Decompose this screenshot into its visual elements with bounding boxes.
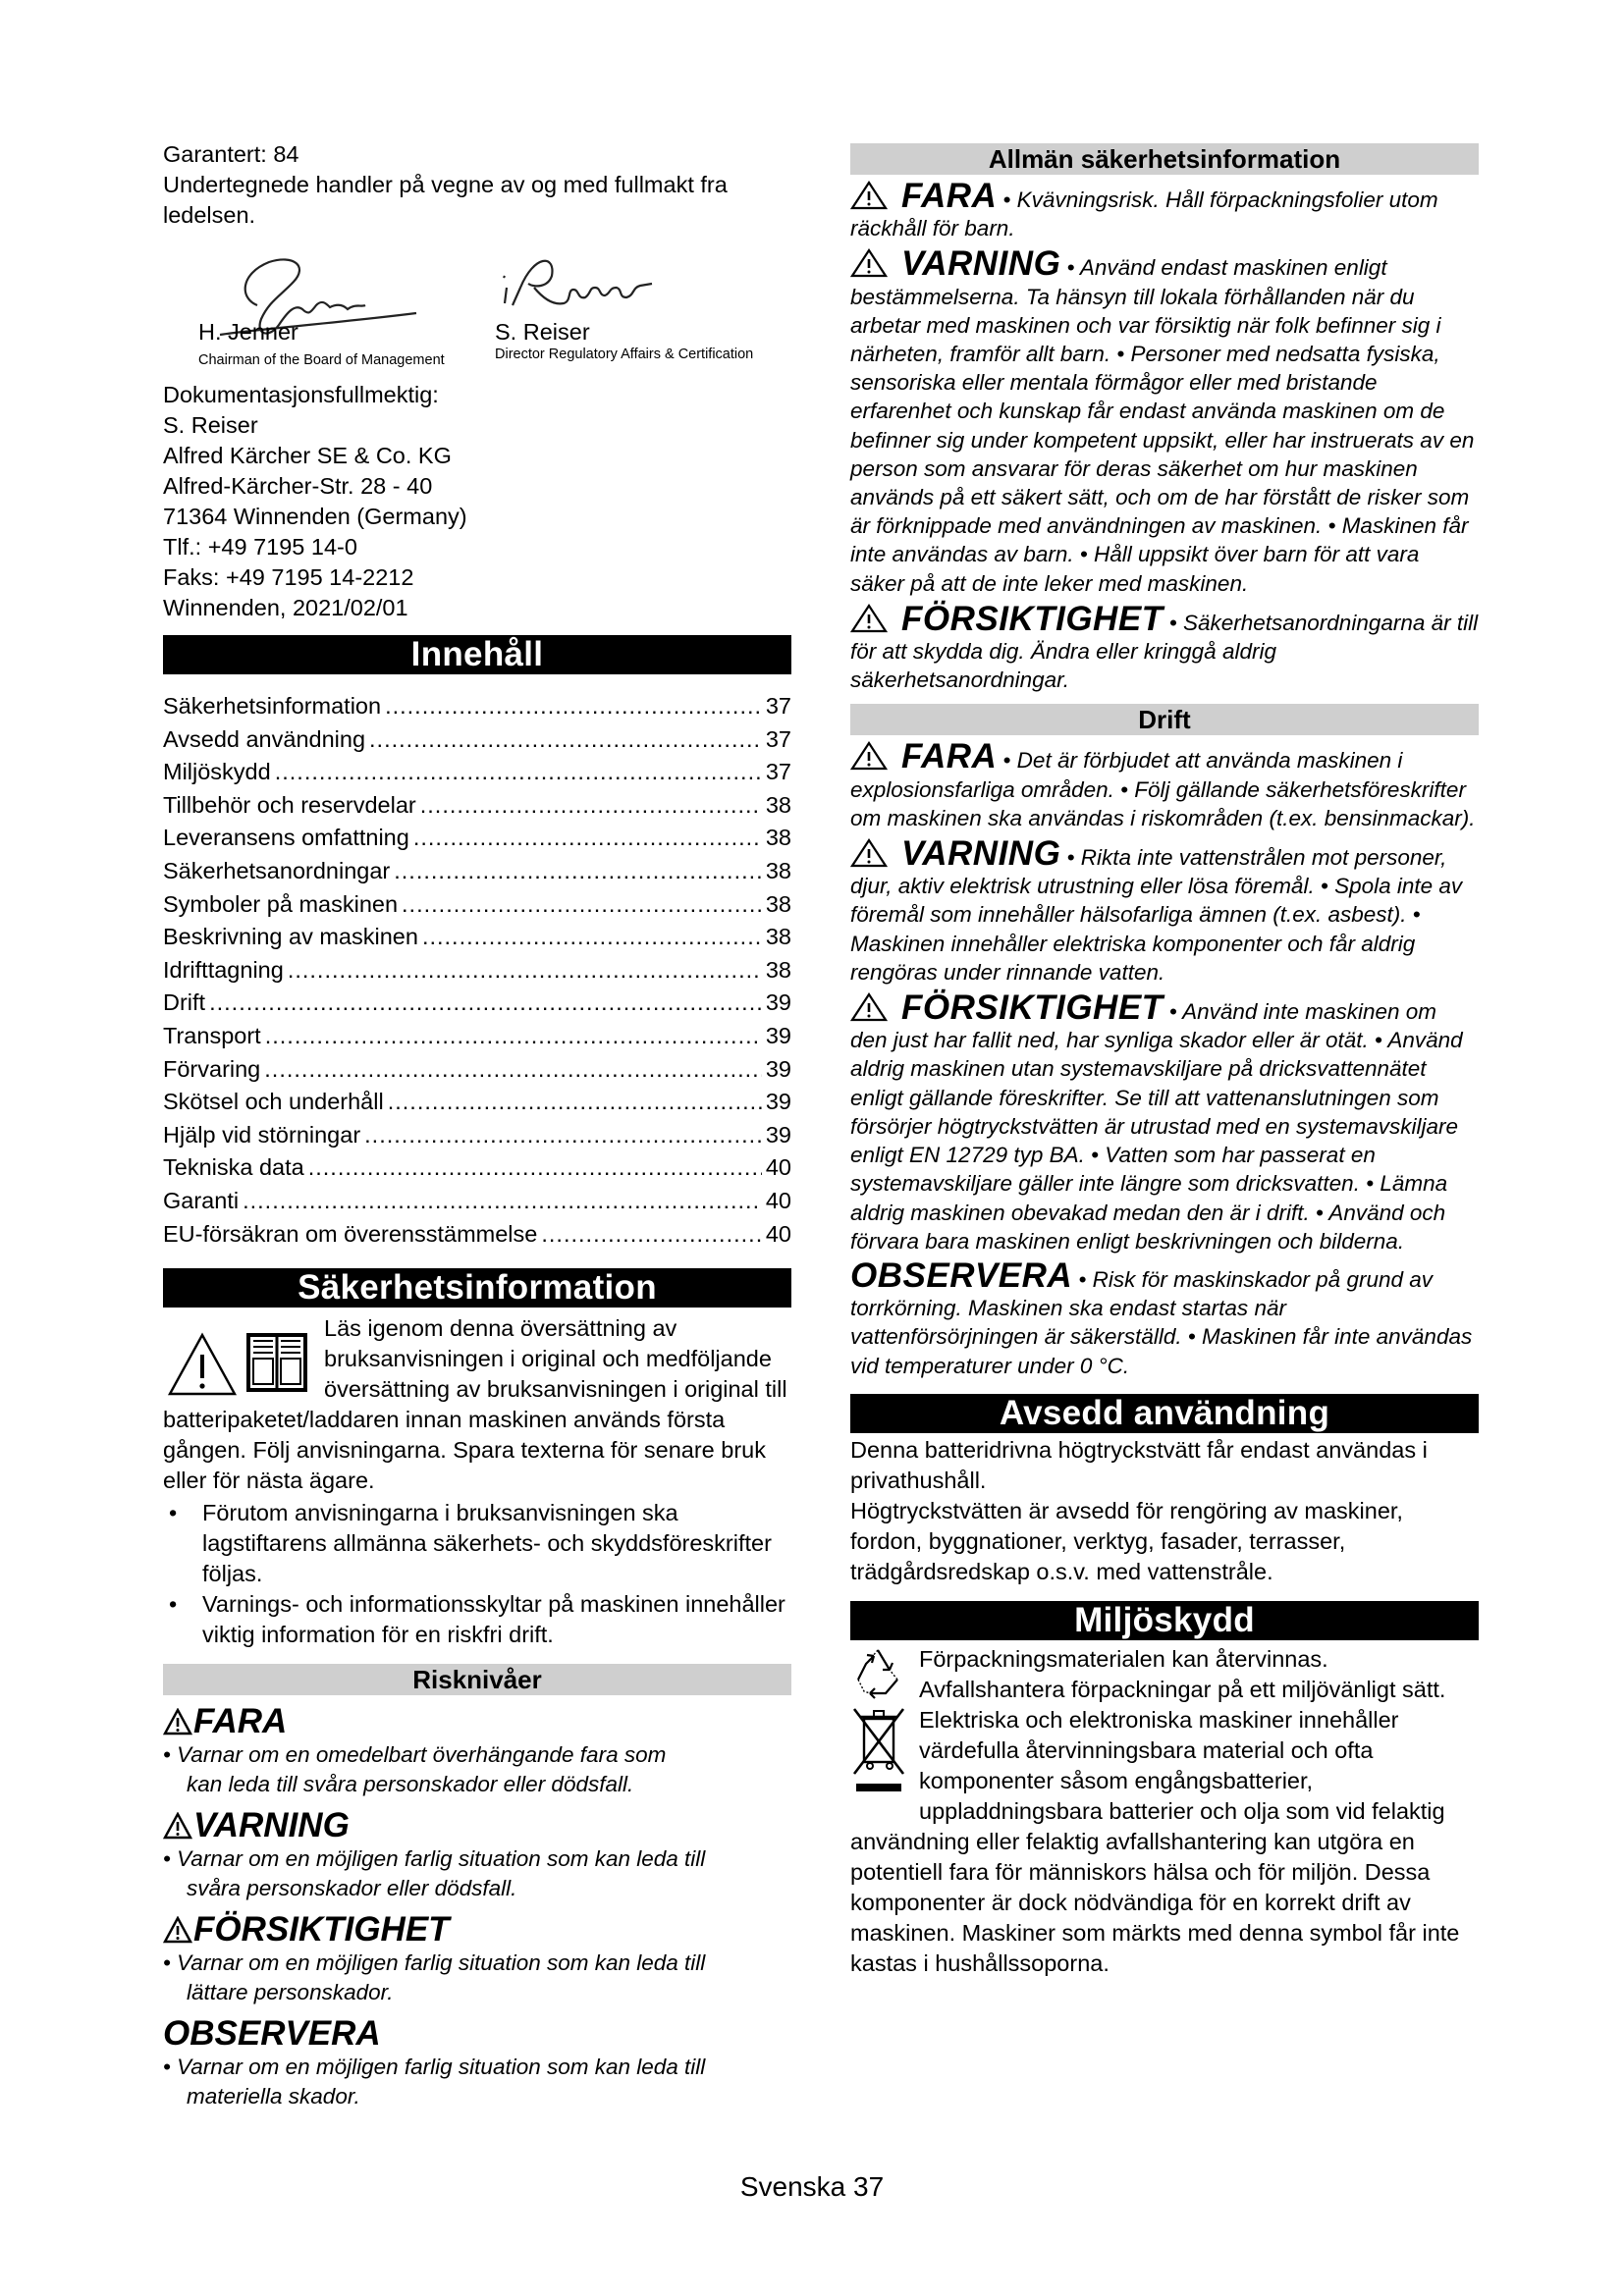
page-footer: Svenska 37 xyxy=(739,2171,885,2202)
warning-triangle-icon xyxy=(163,1916,192,1944)
toc-entry-title: Förvaring xyxy=(163,1055,261,1082)
safety-bullet: • Förutom anvisningarna i bruksanvisningen ska lagstiftarens allmänna säkerhets- och skyddsföreskrifter följas. xyxy=(163,1498,791,1589)
risk-title-text: FARA xyxy=(193,1702,288,1741)
risk-desc xyxy=(163,1844,791,1903)
toc-entry[interactable] xyxy=(163,1086,791,1119)
safety-intro-text: Läs igenom denna översättning av bruksanvisningen i original och medföljande översättning av bruksanvisningen i original till batteripaketet/laddaren innan maskinen används första gången. Följ anvisningarna. Spara texterna för senare bruk eller för nästa ägare. xyxy=(163,1315,787,1494)
warning-text: • Använd endast maskinen enligt bestämmelserna. Ta hänsyn till lokala förhållanden när du arbetar med maskinen och var försiktig när folk befinner sig i närheten, framför allt barn. • Personer med nedsatta fysiska, sensoriska eller mentala förmågor eller med bristande erfarenhet och kunskap får endast använda maskinen om de befinner sig under kompetent uppsikt, eller har instruerats av en person som ansvarar för deras säkerhet om hur maskinen används på ett säkert sätt, och om de har förstått de risker som är förknippade med användningen av maskinen. • Maskinen får inte användas av barn. • Håll uppsikt över barn för att vara säker på att de inte leker med maskinen. xyxy=(850,255,1475,596)
toc-entry-page: 38 xyxy=(765,890,791,917)
signature-reiser xyxy=(495,244,789,372)
toc-entry-title: Leveransens omfattning xyxy=(163,825,409,851)
risk-item-observera xyxy=(163,2015,791,2111)
toc-entry-title: Idrifttagning xyxy=(163,956,284,983)
risk-title xyxy=(163,1911,791,1949)
contact-line: Tlf.: +49 7195 14-0 xyxy=(163,534,357,560)
warning-keyword: FÖRSIKTIGHET xyxy=(901,988,1164,1028)
toc-dots xyxy=(413,822,762,855)
toc-dots xyxy=(420,789,762,823)
read-manual-icon xyxy=(245,1329,308,1394)
toc-entry[interactable] xyxy=(163,690,791,723)
risk-desc-rest: kan leda till svåra personskador eller dödsfall. xyxy=(187,1772,634,1797)
toc-entry[interactable] xyxy=(163,1185,791,1218)
safety-bullet: • Varnings- och informationsskyltar på maskinen innehåller viktig information för en riskfri drift. xyxy=(163,1589,791,1650)
warning-keyword: VARNING xyxy=(901,834,1061,874)
toc-entry-page: 38 xyxy=(765,956,791,983)
toc-dots xyxy=(385,690,762,723)
risk-desc-rest: lättare personskador. xyxy=(187,1980,394,2005)
general-fara-paragraph xyxy=(850,177,1479,242)
warning-text: • Rikta inte vattenstrålen mot personer, djur, aktiv elektrisk utrustning eller lösa föremål. • Spola inte av föremål som innehåller hälsofarliga ämnen (t.ex. asbest). • Maskinen innehåller elektriska komponenter och får aldrig rengöras under rinnande vatten. xyxy=(850,845,1463,985)
toc-entry[interactable] xyxy=(163,987,791,1020)
toc-entry[interactable] xyxy=(163,723,791,757)
toc-dots xyxy=(388,1086,762,1119)
toc-entry[interactable] xyxy=(163,789,791,823)
toc-entry-page: 40 xyxy=(765,1187,791,1213)
toc-entry-page: 39 xyxy=(765,1121,791,1148)
toc-entry-title: Tekniska data xyxy=(163,1154,304,1181)
toc-dots xyxy=(243,1185,762,1218)
toc-entry-page: 38 xyxy=(765,924,791,950)
risk-desc-rest: materiella skador. xyxy=(187,2084,360,2109)
toc-list xyxy=(163,690,791,1251)
warning-triangle-icon xyxy=(850,181,888,210)
toc-entry[interactable] xyxy=(163,855,791,888)
toc-entry-page: 39 xyxy=(765,989,791,1016)
toc-entry[interactable] xyxy=(163,1218,791,1252)
contact-line: Faks: +49 7195 14-2212 xyxy=(163,564,414,590)
toc-entry-title: Drift xyxy=(163,989,206,1016)
toc-entry-title: Garanti xyxy=(163,1187,240,1213)
risk-desc xyxy=(163,1740,791,1799)
toc-entry[interactable] xyxy=(163,1053,791,1087)
risk-desc-first: • Varnar om en möjligen farlig situation som kan leda till xyxy=(163,2055,706,2080)
toc-dots xyxy=(541,1218,762,1252)
drift-forsiktighet-paragraph xyxy=(850,988,1479,1255)
drift-varning-paragraph xyxy=(850,834,1479,987)
undersigned-text: Undertegnede handler på vegne av og med fullmakt fra ledelsen. xyxy=(163,172,728,228)
safety-bullets xyxy=(163,1498,791,1650)
recycling-icon xyxy=(850,1644,905,1699)
toc-entry[interactable] xyxy=(163,888,791,922)
intended-use-p1: Denna batteridrivna högtryckstvätt får endast användas i privathushåll. xyxy=(850,1436,1428,1493)
risk-title xyxy=(163,2015,791,2053)
signer-name: H. Jenner xyxy=(198,319,298,345)
contact-line: Dokumentasjonsfullmektig: xyxy=(163,382,439,407)
warning-keyword: FARA xyxy=(901,177,998,215)
general-forsiktighet-paragraph xyxy=(850,599,1479,695)
risk-desc xyxy=(163,1949,791,2007)
toc-entry[interactable] xyxy=(163,921,791,954)
signature-row xyxy=(163,244,791,372)
toc-entry-title: Transport xyxy=(163,1022,261,1048)
toc-entry-title: Symboler på maskinen xyxy=(163,890,399,917)
toc-dots xyxy=(402,888,762,922)
toc-entry-title: Tillbehör och reservdelar xyxy=(163,791,416,818)
toc-entry-page: 37 xyxy=(765,725,791,752)
risk-desc-first: • Varnar om en omedelbart överhängande fara som xyxy=(163,1742,667,1768)
drift-observera-paragraph xyxy=(850,1255,1479,1380)
toc-entry-title: Avsedd användning xyxy=(163,725,366,752)
toc-entry-page: 40 xyxy=(765,1220,791,1247)
toc-entry-page: 37 xyxy=(765,759,791,785)
toc-entry-title: Säkerhetsinformation xyxy=(163,693,382,719)
general-safety-title: Allmän säkerhetsinformation xyxy=(850,143,1479,175)
toc-entry[interactable] xyxy=(163,954,791,988)
warning-keyword: VARNING xyxy=(901,244,1061,284)
contact-line: 71364 Winnenden (Germany) xyxy=(163,504,467,529)
risk-item-forsiktighet xyxy=(163,1911,791,2007)
signature-reiser-image xyxy=(495,244,740,323)
warning-text: • Risk för maskinskador på grund av torrkörning. Maskinen ska endast startas när vattenförsörjningen är säkerställd. • Maskinen får inte användas vid temperaturer under 0 °C. xyxy=(850,1266,1473,1378)
warning-triangle-icon xyxy=(850,248,888,278)
contact-line: Alfred-Kärcher-Str. 28 - 40 xyxy=(163,473,433,499)
toc-dots xyxy=(422,921,762,954)
risk-title-text: VARNING xyxy=(193,1806,350,1845)
drift-fara-paragraph xyxy=(850,737,1479,832)
toc-entry-title: Miljöskydd xyxy=(163,759,271,785)
toc-entry-page: 39 xyxy=(765,1055,791,1082)
intended-use-p2: Högtryckstvätten är avsedd för rengöring av maskiner, fordon, byggnationer, verktyg, fasader, terrasser, trädgårdsredskap o.s.v. med vattenstråle. xyxy=(850,1497,1403,1584)
crossed-bin-icon xyxy=(850,1705,907,1797)
warning-keyword: FARA xyxy=(901,737,998,776)
warning-triangle-icon xyxy=(850,604,888,633)
warning-triangle-icon xyxy=(163,1812,192,1840)
risk-desc-first: • Varnar om en möjligen farlig situation som kan leda till xyxy=(163,1846,706,1872)
contact-block xyxy=(163,380,791,623)
risk-levels-title: Risknivåer xyxy=(163,1664,791,1695)
toc-dots xyxy=(308,1151,762,1185)
risk-title-text: FÖRSIKTIGHET xyxy=(193,1910,450,1949)
warning-triangle-icon xyxy=(850,992,888,1022)
safety-title: Säkerhetsinformation xyxy=(163,1268,791,1308)
risk-title xyxy=(163,1807,791,1844)
environment-title: Miljöskydd xyxy=(850,1601,1479,1640)
toc-entry-page: 38 xyxy=(765,825,791,851)
toc-dots xyxy=(264,1053,762,1087)
intended-use-title: Avsedd användning xyxy=(850,1394,1479,1433)
warning-text: • Kvävningsrisk. Håll förpackningsfolier utom räckhåll för barn. xyxy=(850,187,1438,241)
warning-triangle-icon xyxy=(163,1708,192,1735)
toc-entry-title: Hjälp vid störningar xyxy=(163,1121,361,1148)
environment-p2: Elektriska och elektroniska maskiner innehåller värdefulla återvinningsbara material och ofta komponenter såsom engångsbatterier, uppladdningsbara batterier och olja som vid felaktig användning eller felaktig avfallshantering kan utgöra en potentiell fara för människors hälsa och för miljön. Dessa komponenter är dock nödvändiga för en korrekt drift av maskinen. Maskiner som märkts med denna symbol får inte kastas i hushållssoporna. xyxy=(850,1706,1460,1976)
toc-entry[interactable] xyxy=(163,822,791,855)
general-varning-paragraph xyxy=(850,244,1479,597)
warning-triangle-icon xyxy=(850,741,888,771)
recycling-icon-wrap xyxy=(850,1644,915,1703)
risk-item-varning xyxy=(163,1807,791,1903)
toc-dots xyxy=(394,855,762,888)
risk-desc-first: • Varnar om en möjligen farlig situation som kan leda till xyxy=(163,1950,706,1976)
safety-intro-icons xyxy=(167,1313,318,1404)
toc-title: Innehåll xyxy=(163,635,791,674)
risk-title xyxy=(163,1703,791,1740)
signer-role: Chairman of the Board of Management xyxy=(198,352,445,368)
warning-text: • Säkerhetsanordningarna är till för att skydda dig. Ändra eller kringgå aldrig säkerhetsanordningar. xyxy=(850,610,1479,693)
warning-triangle-icon xyxy=(167,1331,238,1398)
toc-entry-page: 40 xyxy=(765,1154,791,1181)
risk-item-fara xyxy=(163,1703,791,1799)
risk-title-text: OBSERVERA xyxy=(163,2014,381,2054)
toc-dots xyxy=(275,756,762,789)
warning-triangle-icon xyxy=(850,838,888,868)
toc-entry[interactable] xyxy=(163,1151,791,1185)
guarantee-text: Garantert: 84 xyxy=(163,141,299,167)
contact-line: S. Reiser xyxy=(163,412,258,438)
toc-dots xyxy=(265,1020,762,1053)
toc-entry-title: Skötsel och underhåll xyxy=(163,1089,384,1115)
toc-entry-title: Säkerhetsanordningar xyxy=(163,857,391,883)
signer-role: Director Regulatory Affairs & Certification xyxy=(495,347,754,362)
signer-name: S. Reiser xyxy=(495,319,590,345)
weee-icon-wrap xyxy=(850,1705,915,1799)
toc-entry-page: 38 xyxy=(765,857,791,883)
toc-entry-page: 38 xyxy=(765,791,791,818)
toc-entry[interactable] xyxy=(163,756,791,789)
warning-text: • Använd inte maskinen om den just har fallit ned, har synliga skador eller är otät. • Använd aldrig maskinen utan systemavskiljare på dricksvattennätet enligt gällande föreskrifter. Se till att vattenanslutningen som försörjer högtryckstvätten är utrustad med en systemavskiljare enligt EN 12729 typ BA. • Vatten som har passerat en systemavskiljare gäller inte längre som dricksvatten. • Lämna aldrig maskinen obevakad medan den är i drift. • Använd och förvara bara maskinen enligt beskrivningen och bilderna. xyxy=(850,999,1463,1254)
toc-dots xyxy=(209,987,762,1020)
signature-jenner xyxy=(163,244,487,372)
toc-entry[interactable] xyxy=(163,1020,791,1053)
safety-intro-block xyxy=(163,1313,791,1496)
contact-line: Alfred Kärcher SE & Co. KG xyxy=(163,443,452,468)
toc-dots xyxy=(364,1119,762,1152)
warning-keyword: OBSERVERA xyxy=(850,1255,1073,1295)
toc-entry-title: Beskrivning av maskinen xyxy=(163,924,418,950)
toc-entry-title: EU-försäkran om överensstämmelse xyxy=(163,1220,538,1247)
risk-desc xyxy=(163,2053,791,2111)
warning-keyword: FÖRSIKTIGHET xyxy=(901,599,1164,638)
contact-line: Winnenden, 2021/02/01 xyxy=(163,595,408,620)
toc-dots xyxy=(288,954,762,988)
left-column xyxy=(163,139,791,2111)
toc-entry[interactable] xyxy=(163,1119,791,1152)
risk-desc-rest: svåra personskador eller dödsfall. xyxy=(187,1876,517,1901)
toc-entry-page: 37 xyxy=(765,693,791,719)
warning-text: • Det är förbjudet att använda maskinen i explosionsfarliga områden. • Följ gällande säkerhetsföreskrifter om maskinen ska användas i riskområden (t.ex. bensinmackar). xyxy=(850,748,1476,830)
environment-block xyxy=(850,1644,1479,1979)
drift-title: Drift xyxy=(850,704,1479,735)
environment-p1: Förpackningsmaterialen kan återvinnas. Avfallshantera förpackningar på ett miljövänligt sätt. xyxy=(919,1645,1446,1702)
right-column xyxy=(850,143,1479,1979)
toc-entry-page: 39 xyxy=(765,1022,791,1048)
toc-dots xyxy=(369,723,762,757)
toc-entry-page: 39 xyxy=(765,1089,791,1115)
